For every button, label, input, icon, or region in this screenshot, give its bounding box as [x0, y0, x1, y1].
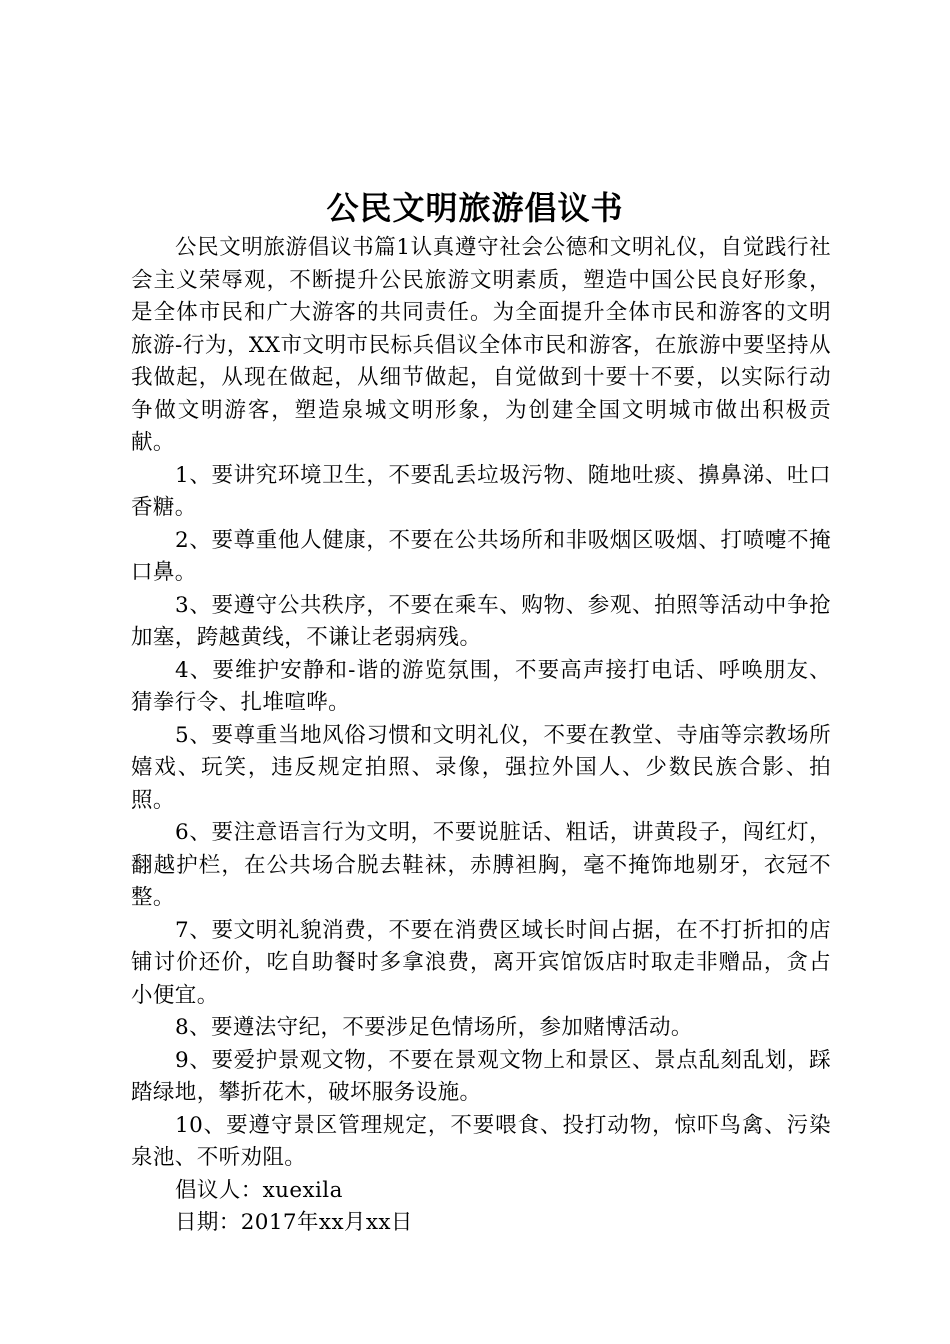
date-line: 日期：2017年xx月xx日 [175, 1210, 413, 1235]
list-item: 2、要尊重他人健康，不要在公共场所和非吸烟区吸烟、打喷嚏不掩口鼻。 [131, 527, 831, 585]
proposer-line: 倡议人：xuexila [175, 1177, 343, 1203]
list-item: 7、要文明礼貌消费，不要在消费区域长时间占据，在不打折扣的店铺讨价还价，吃自助餐时多拿浪费，离开宾馆饭店时取走非赠品，贪占小便宜。 [131, 917, 831, 1008]
intro-paragraph: 公民文明旅游倡议书篇1认真遵守社会公德和文明礼仪，自觉践行社会主义荣辱观，不断提升公民旅游文明素质，塑造中国公民良好形象，是全体市民和广大游客的共同责任。为全面提升全体市民和游客的文明旅游-行为，XX市文明市民标兵倡议全体市民和游客，在旅游中要坚持从我做起，从现在做起，从细节做起，自觉做到十要十不要，以实际行动争做文明游客，塑造泉城文明形象，为创建全国文明城市做出积极贡献。 [131, 235, 831, 455]
list-item: 5、要尊重当地风俗习惯和文明礼仪，不要在教堂、寺庙等宗教场所嬉戏、玩笑，违反规定拍照、录像，强拉外国人、少数民族合影、拍照。 [131, 722, 831, 813]
document-title: 公民文明旅游倡议书 [326, 189, 624, 227]
list-item: 3、要遵守公共秩序，不要在乘车、购物、参观、拍照等活动中争抢加塞，跨越黄线，不谦让老弱病残。 [131, 592, 831, 650]
list-item: 9、要爱护景观文物，不要在景观文物上和景区、景点乱刻乱划，踩踏绿地，攀折花木，破坏服务设施。 [131, 1047, 831, 1105]
list-item: 4、要维护安静和-谐的游览氛围，不要高声接打电话、呼唤朋友、猜拳行令、扎堆喧哗。 [131, 657, 831, 715]
list-item: 6、要注意语言行为文明，不要说脏话、粗话，讲黄段子，闯红灯，翻越护栏，在公共场合脱去鞋袜，赤膊袒胸，毫不掩饰地剔牙，衣冠不整。 [131, 820, 831, 910]
document-body [131, 232, 831, 1240]
list-item: 10、要遵守景区管理规定，不要喂食、投打动物，惊吓鸟禽、污染泉池、不听劝阻。 [131, 1112, 831, 1170]
list-item: 1、要讲究环境卫生，不要乱丢垃圾污物、随地吐痰、擤鼻涕、吐口香糖。 [131, 462, 831, 520]
list-item: 8、要遵法守纪，不要涉足色情场所，参加赌博活动。 [175, 1015, 693, 1040]
